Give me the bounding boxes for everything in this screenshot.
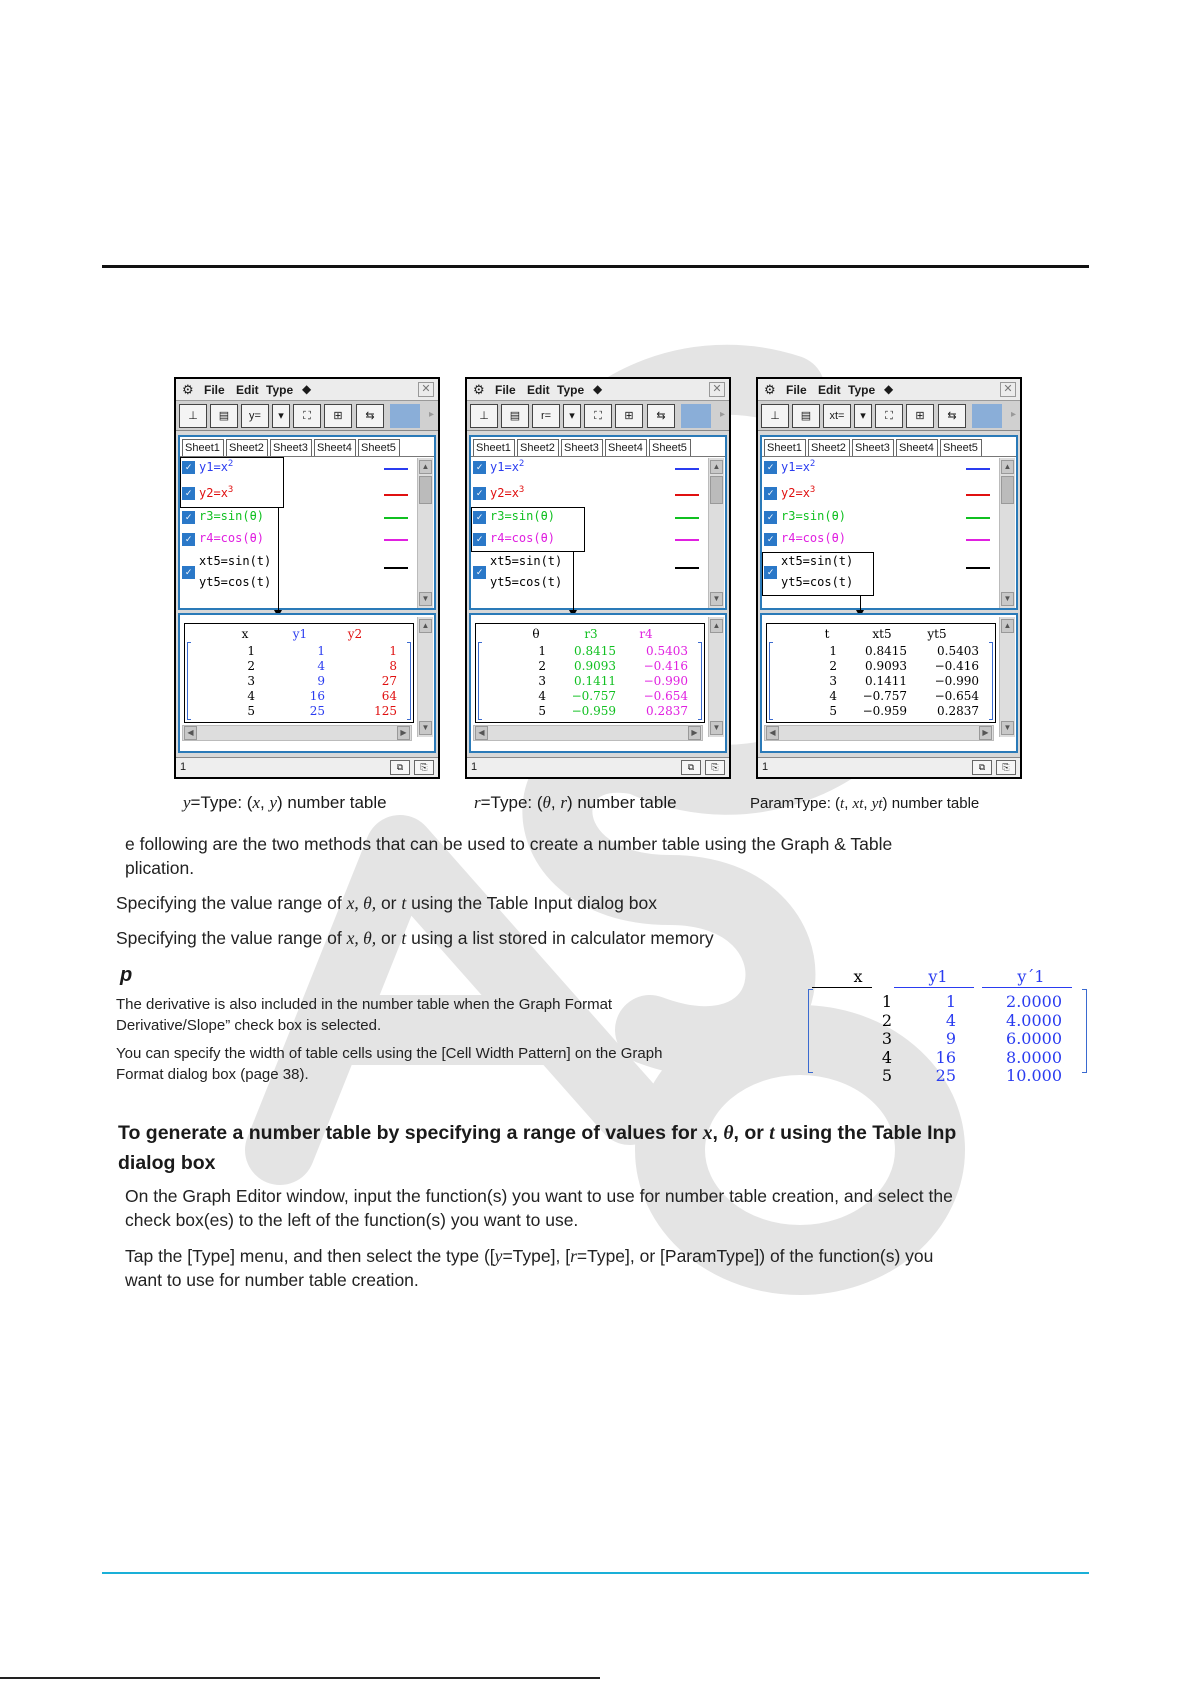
table-icon[interactable]: ▤ xyxy=(210,404,238,428)
editor-scrollbar[interactable] xyxy=(999,458,1015,608)
type-button[interactable]: xt= xyxy=(823,404,851,428)
toolbar xyxy=(467,401,729,431)
toolbar-blank xyxy=(681,404,711,428)
toolbar-scroll-icon[interactable]: ▸ xyxy=(719,409,725,420)
checkbox[interactable]: ✓ xyxy=(182,461,195,474)
scroll-down-icon[interactable]: ▼ xyxy=(1001,592,1014,606)
derivative-cell: 10.000 xyxy=(1006,1066,1062,1085)
table-cell[interactable]: 27 xyxy=(381,674,397,688)
scroll-left-icon[interactable]: ◀ xyxy=(766,726,779,740)
menu-edit[interactable]: Edit xyxy=(236,383,259,397)
tab-sheet3[interactable]: Sheet3 xyxy=(852,439,894,456)
table-scrollbar[interactable] xyxy=(999,617,1015,737)
sheet-tabs xyxy=(471,437,725,457)
tab-sheet5[interactable]: Sheet5 xyxy=(358,439,400,456)
table-cell[interactable]: 25 xyxy=(309,704,325,718)
step-1-line-1: On the Graph Editor window, input the function(s) you want to use for number table creation, and select the xyxy=(125,1186,953,1206)
table-cell[interactable]: 1 xyxy=(538,644,546,658)
sheet-tabs xyxy=(180,437,434,457)
scroll-thumb[interactable] xyxy=(1001,476,1014,504)
tab-sheet1[interactable]: Sheet1 xyxy=(473,439,515,456)
line-style-swatch[interactable] xyxy=(675,517,699,519)
table-cell[interactable]: 4 xyxy=(247,689,255,703)
highlight-box xyxy=(762,552,874,596)
function-text: r4=cos(θ) xyxy=(199,531,265,545)
scroll-down-icon[interactable]: ▼ xyxy=(710,592,723,606)
caption-r-type: r=Type: (θ, r) number table xyxy=(474,793,677,812)
table-icon[interactable]: ▤ xyxy=(501,404,529,428)
line-style-swatch[interactable] xyxy=(675,468,699,470)
editor-scrollbar[interactable] xyxy=(417,458,433,608)
table-header: xt5 xyxy=(872,627,892,641)
derivative-cell: 25 xyxy=(935,1066,956,1085)
pointer-line xyxy=(573,552,574,611)
tab-sheet5[interactable]: Sheet5 xyxy=(940,439,982,456)
copy-icon[interactable]: ⧉ xyxy=(681,760,701,775)
scroll-up-icon[interactable]: ▲ xyxy=(710,460,723,474)
derivative-header: y´1 xyxy=(1017,967,1045,986)
table-cell[interactable]: 5 xyxy=(538,704,546,718)
checkbox[interactable]: ✓ xyxy=(182,533,195,546)
table-input-icon[interactable]: ⇆ xyxy=(647,404,675,428)
tab-sheet2[interactable]: Sheet2 xyxy=(517,439,559,456)
table-cell[interactable]: 2 xyxy=(829,659,837,673)
sheet-tabs xyxy=(762,437,1016,457)
derivative-header: x xyxy=(853,967,863,986)
scroll-left-icon[interactable]: ◀ xyxy=(184,726,197,740)
status-bar xyxy=(176,757,438,777)
table-cell[interactable]: 64 xyxy=(381,689,397,703)
menu-edit[interactable]: Edit xyxy=(527,383,550,397)
method-1: Specifying the value range of x, θ, or t using the Table Input dialog box xyxy=(116,893,657,913)
caption-y-type: y=Type: (x, y) number table xyxy=(183,793,387,812)
table-input-icon[interactable]: ⇆ xyxy=(938,404,966,428)
function-text: $y1=x^2$ xyxy=(490,459,525,474)
derivative-cell: 4 xyxy=(945,1010,956,1030)
tab-sheet1[interactable]: Sheet1 xyxy=(182,439,224,456)
table-cell[interactable]: 0.5403 xyxy=(937,644,979,658)
table-cell[interactable]: −0.654 xyxy=(643,689,688,703)
bracket-left xyxy=(808,989,813,1073)
number-table-window xyxy=(469,613,727,753)
table-header: t xyxy=(824,627,830,641)
line-style-swatch[interactable] xyxy=(966,539,990,541)
function-text: yt5=cos(t) xyxy=(781,575,854,589)
table-cell[interactable]: 4 xyxy=(829,689,837,703)
tip-line-1: The derivative is also included in the number table when the Graph Format xyxy=(116,996,613,1013)
derivative-cell: 1 xyxy=(945,992,956,1011)
checkbox[interactable]: ✓ xyxy=(473,461,486,474)
table-icon[interactable]: ▤ xyxy=(792,404,820,428)
table-hscrollbar[interactable] xyxy=(764,725,994,741)
dropdown-icon[interactable]: ▾ xyxy=(854,404,872,428)
table-cell[interactable]: −0.959 xyxy=(862,704,907,718)
copy-icon[interactable]: ⧉ xyxy=(390,760,410,775)
view-window-icon[interactable]: ⛶ xyxy=(875,404,903,428)
table-cell[interactable]: −0.416 xyxy=(643,659,688,673)
calculator-screen xyxy=(756,377,1022,779)
line-style-swatch[interactable] xyxy=(675,494,699,496)
header-underline xyxy=(982,987,1072,988)
type-button[interactable]: y= xyxy=(241,404,269,428)
tip-marker: p xyxy=(120,964,133,986)
derivative-cell: 9 xyxy=(945,1029,956,1048)
menu-file[interactable]: File xyxy=(495,383,516,397)
scroll-right-icon[interactable]: ▶ xyxy=(688,726,701,740)
menu-bar xyxy=(176,379,438,401)
zoom-icon[interactable]: ⊞ xyxy=(615,404,643,428)
scroll-up-icon[interactable]: ▲ xyxy=(419,619,432,633)
checkbox[interactable]: ✓ xyxy=(473,533,486,546)
paste-icon[interactable]: ⎘ xyxy=(705,760,725,775)
menu-file[interactable]: File xyxy=(204,383,225,397)
function-text: r3=sin(θ) xyxy=(490,509,556,523)
table-cell[interactable]: 3 xyxy=(829,674,837,688)
tab-sheet1[interactable]: Sheet1 xyxy=(764,439,806,456)
scroll-down-icon[interactable]: ▼ xyxy=(710,721,723,735)
checkbox[interactable]: ✓ xyxy=(764,533,777,546)
intro-line-1: e following are the two methods that can be used to create a number table using the Graph & Table xyxy=(125,834,893,854)
table-cell[interactable]: 16 xyxy=(309,689,325,703)
line-style-swatch[interactable] xyxy=(675,539,699,541)
procedure-title-line-2: dialog box xyxy=(118,1152,216,1174)
highlight-box xyxy=(180,457,284,508)
scroll-up-icon[interactable]: ▲ xyxy=(1001,460,1014,474)
checkbox[interactable]: ✓ xyxy=(182,511,195,524)
menu-bar xyxy=(758,379,1020,401)
table-cell[interactable]: −0.990 xyxy=(643,674,688,688)
scroll-right-icon[interactable]: ▶ xyxy=(397,726,410,740)
table-cell[interactable]: 0.1411 xyxy=(865,674,907,688)
menu-diamond-icon[interactable]: ◆ xyxy=(884,382,894,396)
table-cell[interactable]: 4 xyxy=(538,689,546,703)
derivative-header: y1 xyxy=(928,967,948,986)
table-cell[interactable]: 3 xyxy=(247,674,255,688)
settings-gear-icon[interactable]: ⚙ xyxy=(182,382,194,397)
table-input-icon[interactable]: ⇆ xyxy=(356,404,384,428)
table-cell[interactable]: −0.654 xyxy=(934,689,979,703)
bracket-right xyxy=(698,642,702,720)
footer-bar xyxy=(0,1677,600,1679)
calculator-screen xyxy=(174,377,440,779)
scroll-down-icon[interactable]: ▼ xyxy=(419,721,432,735)
derivative-cell: 4 xyxy=(881,1047,892,1067)
copy-icon[interactable]: ⧉ xyxy=(972,760,992,775)
scroll-up-icon[interactable]: ▲ xyxy=(710,619,723,633)
derivative-cell: 3 xyxy=(881,1029,892,1048)
scroll-thumb[interactable] xyxy=(710,476,723,504)
settings-gear-icon[interactable]: ⚙ xyxy=(764,382,776,397)
derivative-cell: 8.0000 xyxy=(1006,1047,1062,1067)
table-cell[interactable]: 2 xyxy=(538,659,546,673)
scroll-thumb[interactable] xyxy=(419,476,432,504)
calculator-screen xyxy=(465,377,731,779)
pointer-line xyxy=(860,596,861,611)
derivative-cell: 6.0000 xyxy=(1006,1029,1062,1048)
checkbox[interactable]: ✓ xyxy=(473,487,486,500)
function-text: yt5=cos(t) xyxy=(199,575,272,589)
function-text: r3=sin(θ) xyxy=(199,509,265,523)
table-cell[interactable]: −0.416 xyxy=(934,659,979,673)
toolbar-blank xyxy=(972,404,1002,428)
footer-rule xyxy=(102,1572,1089,1574)
line-style-swatch[interactable] xyxy=(384,517,408,519)
toolbar xyxy=(758,401,1020,431)
line-style-swatch[interactable] xyxy=(966,517,990,519)
table-cell[interactable]: −0.990 xyxy=(934,674,979,688)
dropdown-icon[interactable]: ▾ xyxy=(272,404,290,428)
scroll-left-icon[interactable]: ◀ xyxy=(475,726,488,740)
tab-sheet5[interactable]: Sheet5 xyxy=(649,439,691,456)
table-cell[interactable]: −0.959 xyxy=(571,704,616,718)
bracket-right xyxy=(407,642,411,720)
menu-diamond-icon[interactable]: ◆ xyxy=(593,382,603,396)
bracket-left xyxy=(769,642,773,720)
number-table-window xyxy=(178,613,436,753)
function-text: r4=cos(θ) xyxy=(490,531,556,545)
paste-icon[interactable]: ⎘ xyxy=(414,760,434,775)
paste-icon[interactable]: ⎘ xyxy=(996,760,1016,775)
status-bar xyxy=(758,757,1020,777)
step-2-line-1: Tap the [Type] menu, and then select the type ([y=Type], [r=Type], or [ParamType]) of the function(s) you xyxy=(125,1246,934,1266)
tab-sheet4[interactable]: Sheet4 xyxy=(314,439,356,456)
table-cell[interactable]: 0.9093 xyxy=(574,659,616,673)
line-style-swatch[interactable] xyxy=(966,494,990,496)
derivative-cell: 5 xyxy=(881,1066,892,1085)
checkbox[interactable]: ✓ xyxy=(182,487,195,500)
line-style-swatch[interactable] xyxy=(384,567,408,569)
header-underline xyxy=(894,987,974,988)
scroll-up-icon[interactable]: ▲ xyxy=(1001,619,1014,633)
table-cell[interactable]: 0.2837 xyxy=(937,704,979,718)
bracket-left xyxy=(478,642,482,720)
status-number: 1 xyxy=(180,761,187,773)
bracket-right xyxy=(1082,989,1087,1073)
graph-editor xyxy=(469,435,727,610)
status-number: 1 xyxy=(762,761,769,773)
table-hscrollbar[interactable] xyxy=(473,725,703,741)
graph-icon[interactable]: ⊥ xyxy=(179,404,207,428)
table-cell[interactable]: 0.8415 xyxy=(865,644,907,658)
table-scrollbar[interactable] xyxy=(708,617,724,737)
checkbox[interactable]: ✓ xyxy=(764,511,777,524)
graph-editor xyxy=(178,435,436,610)
function-text: xt5=sin(t) xyxy=(490,554,563,568)
line-style-swatch[interactable] xyxy=(384,468,408,470)
scroll-down-icon[interactable]: ▼ xyxy=(1001,721,1014,735)
table-header: r4 xyxy=(639,627,653,641)
function-text: $y2=x^3$ xyxy=(490,485,525,500)
number-table xyxy=(766,623,996,723)
line-style-swatch[interactable] xyxy=(384,494,408,496)
caption-param-type: ParamType: (t, xt, yt) number table xyxy=(750,795,980,812)
type-button[interactable]: r= xyxy=(532,404,560,428)
method-2: Specifying the value range of x, θ, or t using a list stored in calculator memory xyxy=(116,928,714,948)
table-cell[interactable]: −0.757 xyxy=(862,689,907,703)
table-header: x xyxy=(241,627,249,641)
intro-line-2: plication. xyxy=(125,858,195,878)
toolbar-scroll-icon[interactable]: ▸ xyxy=(428,409,434,420)
tab-sheet4[interactable]: Sheet4 xyxy=(605,439,647,456)
table-cell[interactable]: −0.757 xyxy=(571,689,616,703)
table-header: r3 xyxy=(584,627,598,641)
table-cell[interactable]: 0.8415 xyxy=(574,644,616,658)
table-cell[interactable]: 3 xyxy=(538,674,546,688)
derivative-cell: 16 xyxy=(935,1047,956,1067)
table-cell[interactable]: 2 xyxy=(247,659,255,673)
dropdown-icon[interactable]: ▾ xyxy=(563,404,581,428)
number-table xyxy=(184,623,414,723)
menu-edit[interactable]: Edit xyxy=(818,383,841,397)
function-text: $y2=x^3$ xyxy=(781,485,816,500)
function-text: xt5=sin(t) xyxy=(781,554,854,568)
checkbox[interactable]: ✓ xyxy=(764,461,777,474)
function-text: r4=cos(θ) xyxy=(781,531,847,545)
derivative-table xyxy=(808,963,1088,1085)
table-cell[interactable]: 1 xyxy=(247,644,255,658)
view-window-icon[interactable]: ⛶ xyxy=(584,404,612,428)
table-header: θ xyxy=(532,627,540,641)
graph-icon[interactable]: ⊥ xyxy=(470,404,498,428)
graph-icon[interactable]: ⊥ xyxy=(761,404,789,428)
scroll-down-icon[interactable]: ▼ xyxy=(419,592,432,606)
toolbar-scroll-icon[interactable]: ▸ xyxy=(1010,409,1016,420)
step-2-line-2: want to use for number table creation. xyxy=(125,1270,419,1290)
table-header: y1 xyxy=(292,627,308,641)
table-scrollbar[interactable] xyxy=(417,617,433,737)
table-cell[interactable]: 9 xyxy=(317,674,325,688)
tip-line-3: You can specify the width of table cells using the [Cell Width Pattern] on the Graph xyxy=(116,1045,663,1062)
status-bar xyxy=(467,757,729,777)
checkbox[interactable]: ✓ xyxy=(764,566,777,579)
function-text: $y2=x^3$ xyxy=(199,485,234,500)
table-cell[interactable]: 1 xyxy=(317,644,325,658)
tab-sheet4[interactable]: Sheet4 xyxy=(896,439,938,456)
editor-scrollbar[interactable] xyxy=(708,458,724,608)
tip-line-2: Derivative/Slope” check box is selected. xyxy=(116,1017,382,1034)
menu-type[interactable]: Type xyxy=(266,383,294,397)
scroll-right-icon[interactable]: ▶ xyxy=(979,726,992,740)
function-text: yt5=cos(t) xyxy=(490,575,563,589)
function-text: xt5=sin(t) xyxy=(199,554,272,568)
function-text: $y1=x^2$ xyxy=(781,459,816,474)
number-table-window xyxy=(760,613,1018,753)
tip-line-4: Format dialog box (page 38). xyxy=(116,1066,309,1083)
line-style-swatch[interactable] xyxy=(966,567,990,569)
table-header: y2 xyxy=(347,627,363,641)
tab-sheet3[interactable]: Sheet3 xyxy=(270,439,312,456)
close-icon[interactable]: ✕ xyxy=(418,382,434,397)
table-cell[interactable]: 8 xyxy=(389,659,397,673)
highlight-box xyxy=(471,507,585,552)
close-icon[interactable]: ✕ xyxy=(1000,382,1016,397)
line-style-swatch[interactable] xyxy=(966,468,990,470)
tab-sheet2[interactable]: Sheet2 xyxy=(808,439,850,456)
bracket-left xyxy=(187,642,191,720)
menu-file[interactable]: File xyxy=(786,383,807,397)
table-cell[interactable]: 125 xyxy=(374,704,397,718)
table-cell[interactable]: 5 xyxy=(829,704,837,718)
settings-gear-icon[interactable]: ⚙ xyxy=(473,382,485,397)
checkbox[interactable]: ✓ xyxy=(764,487,777,500)
graph-editor xyxy=(760,435,1018,610)
derivative-cell: 2.0000 xyxy=(1006,992,1062,1011)
function-text: $y1=x^2$ xyxy=(199,459,234,474)
status-number: 1 xyxy=(471,761,478,773)
table-cell[interactable]: 0.2837 xyxy=(646,704,688,718)
tab-sheet3[interactable]: Sheet3 xyxy=(561,439,603,456)
checkbox[interactable]: ✓ xyxy=(182,566,195,579)
derivative-cell: 1 xyxy=(881,992,892,1011)
derivative-cell: 4.0000 xyxy=(1006,1010,1062,1030)
table-hscrollbar[interactable] xyxy=(182,725,412,741)
table-cell[interactable]: 4 xyxy=(317,659,325,673)
number-table xyxy=(475,623,705,723)
menu-type[interactable]: Type xyxy=(848,383,876,397)
step-1-line-2: check box(es) to the left of the function(s) you want to use. xyxy=(125,1210,579,1230)
menu-bar xyxy=(467,379,729,401)
zoom-icon[interactable]: ⊞ xyxy=(324,404,352,428)
pointer-line xyxy=(278,508,279,611)
table-cell[interactable]: 0.9093 xyxy=(865,659,907,673)
menu-diamond-icon[interactable]: ◆ xyxy=(302,382,312,396)
table-cell[interactable]: 0.1411 xyxy=(574,674,616,688)
function-text: r3=sin(θ) xyxy=(781,509,847,523)
toolbar-blank xyxy=(390,404,420,428)
procedure-title: To generate a number table by specifying a range of values for x, θ, or t using the Table Inp xyxy=(118,1122,957,1144)
header-underline xyxy=(812,987,872,988)
scroll-up-icon[interactable]: ▲ xyxy=(419,460,432,474)
view-window-icon[interactable]: ⛶ xyxy=(293,404,321,428)
line-style-swatch[interactable] xyxy=(675,567,699,569)
derivative-cell: 2 xyxy=(881,1010,892,1030)
bracket-right xyxy=(989,642,993,720)
zoom-icon[interactable]: ⊞ xyxy=(906,404,934,428)
table-cell[interactable]: 5 xyxy=(247,704,255,718)
close-icon[interactable]: ✕ xyxy=(709,382,725,397)
checkbox[interactable]: ✓ xyxy=(473,566,486,579)
line-style-swatch[interactable] xyxy=(384,539,408,541)
toolbar xyxy=(176,401,438,431)
table-cell[interactable]: 0.5403 xyxy=(646,644,688,658)
menu-type[interactable]: Type xyxy=(557,383,585,397)
table-cell[interactable]: 1 xyxy=(389,644,397,658)
table-cell[interactable]: 1 xyxy=(829,644,837,658)
tab-sheet2[interactable]: Sheet2 xyxy=(226,439,268,456)
table-header: yt5 xyxy=(927,627,947,641)
header-rule xyxy=(102,265,1089,268)
checkbox[interactable]: ✓ xyxy=(473,511,486,524)
